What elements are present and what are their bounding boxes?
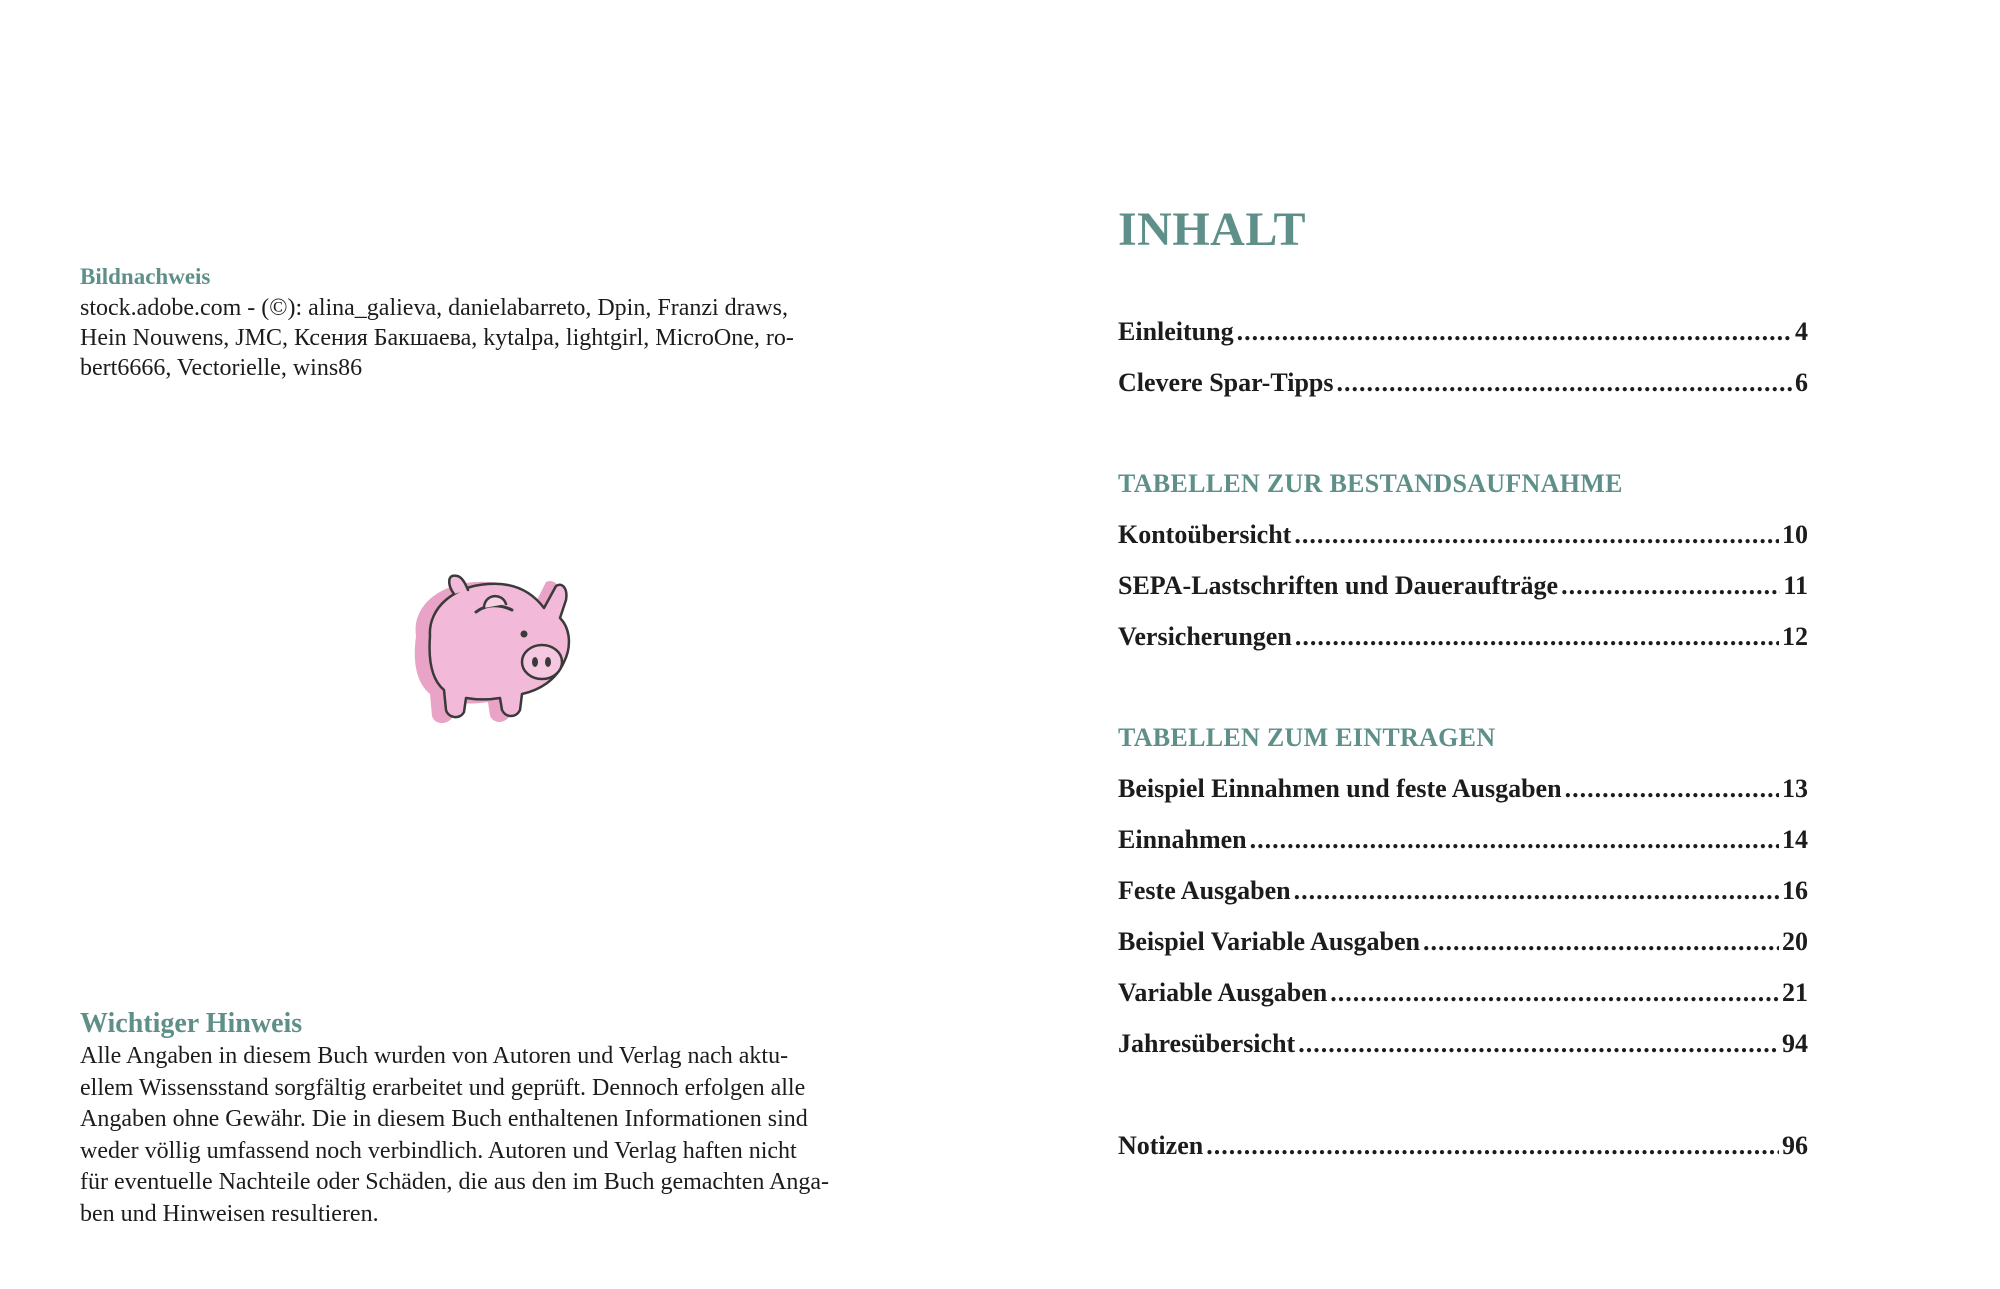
toc-entry-page: 16 <box>1782 876 1808 905</box>
notice-line: ellem Wissensstand sorgfältig erarbeitet und geprüft. Dennoch erfolgen alle <box>80 1074 806 1101</box>
toc-leader-dots <box>1250 824 1779 856</box>
toc-entry-page: 14 <box>1782 825 1808 854</box>
toc-entry-title: SEPA-Lastschriften und Daueraufträge <box>1118 571 1559 600</box>
toc-entry-title: Beispiel Einnahmen und feste Ausgaben <box>1118 774 1562 803</box>
toc-entry-page: 6 <box>1795 368 1808 397</box>
toc-leader-dots <box>1336 367 1792 399</box>
notice-line: ben und Hinweisen resultieren. <box>80 1200 379 1227</box>
toc-entry-title: Notizen <box>1118 1131 1204 1160</box>
toc-leader-dots <box>1294 519 1779 551</box>
toc-entry-variable-ausgaben[interactable] <box>1118 977 1808 1009</box>
toc-entry-spar-tipps[interactable] <box>1118 367 1808 399</box>
credits-line: bert6666, Vectorielle, wins86 <box>80 355 363 381</box>
credits-line: stock.adobe.com - (©): alina_galieva, danielabarreto, Dpin, Franzi draws, <box>80 295 788 321</box>
toc-entry-page: 20 <box>1782 927 1808 956</box>
notice-text <box>80 1041 910 1230</box>
toc-entry-einnahmen[interactable] <box>1118 824 1808 856</box>
toc-entry-page: 12 <box>1782 622 1808 651</box>
toc-entry-versicherungen[interactable] <box>1118 621 1808 653</box>
toc-entry-title: Einnahmen <box>1118 825 1247 854</box>
notice-title: Wichtiger Hinweis <box>80 1008 303 1039</box>
toc-entry-einleitung[interactable] <box>1118 316 1808 348</box>
toc-entry-page: 11 <box>1783 571 1808 600</box>
toc-heading: INHALT <box>1118 203 1306 256</box>
notice-line: für eventuelle Nachteile oder Schäden, die aus den im Buch gemachten Anga- <box>80 1169 830 1195</box>
credits-text <box>80 293 880 383</box>
important-notice <box>80 1007 910 1230</box>
toc-entry-title: Jahresübersicht <box>1118 1029 1296 1058</box>
toc-entry-beispiel-einnahmen[interactable] <box>1118 773 1808 805</box>
toc-entry-title: Beispiel Variable Ausgaben <box>1118 927 1420 956</box>
notice-line: Alle Angaben in diesem Buch wurden von Autoren und Verlag nach aktu- <box>80 1043 789 1069</box>
credits-title: Bildnachweis <box>80 264 211 289</box>
toc-entry-page: 21 <box>1782 978 1808 1007</box>
toc-entry-jahresuebersicht[interactable] <box>1118 1028 1808 1060</box>
toc-entry-beispiel-variable[interactable] <box>1118 926 1808 958</box>
toc-leader-dots <box>1565 773 1779 805</box>
toc-entry-title: Versicherungen <box>1118 622 1292 651</box>
toc-leader-dots <box>1561 570 1780 602</box>
toc-entry-page: 4 <box>1795 317 1808 346</box>
toc-section-bestandsaufnahme: TABELLEN ZUR BESTANDSAUFNAHME <box>1118 469 1623 498</box>
toc-entry-title: Kontoübersicht <box>1118 520 1292 549</box>
toc-entry-feste-ausgaben[interactable] <box>1118 875 1808 907</box>
toc-entry-sepa[interactable] <box>1118 570 1808 602</box>
toc-entry-title: Variable Ausgaben <box>1118 978 1328 1007</box>
piggy-bank-icon <box>402 564 582 724</box>
toc-leader-dots <box>1294 875 1779 907</box>
toc-entry-kontouebersicht[interactable] <box>1118 519 1808 551</box>
toc-leader-dots <box>1330 977 1779 1009</box>
toc-entry-title: Einleitung <box>1118 317 1234 346</box>
notice-line: Angaben ohne Gewähr. Die in diesem Buch enthaltenen Informationen sind <box>80 1106 808 1132</box>
toc-entry-page: 13 <box>1782 774 1808 803</box>
toc-entry-page: 10 <box>1782 520 1808 549</box>
toc-entry-page: 96 <box>1782 1131 1808 1160</box>
toc-leader-dots <box>1423 926 1779 958</box>
image-credits <box>80 263 880 383</box>
toc-leader-dots <box>1206 1130 1779 1162</box>
toc-entry-page: 94 <box>1782 1029 1808 1058</box>
toc-entry-title: Feste Ausgaben <box>1118 876 1291 905</box>
toc-leader-dots <box>1295 621 1779 653</box>
credits-line: Hein Nouwens, JMC, Ксения Бакшаева, kytalpa, lightgirl, MicroOne, ro- <box>80 325 794 351</box>
toc-leader-dots <box>1298 1028 1779 1060</box>
toc-leader-dots <box>1237 316 1792 348</box>
toc-entry-title: Clevere Spar-Tipps <box>1118 368 1334 397</box>
notice-line: weder völlig umfassend noch verbindlich. Autoren und Verlag haften nicht <box>80 1137 797 1164</box>
toc-section-eintragen: TABELLEN ZUM EINTRAGEN <box>1118 723 1496 752</box>
toc-entry-notizen[interactable] <box>1118 1130 1808 1162</box>
